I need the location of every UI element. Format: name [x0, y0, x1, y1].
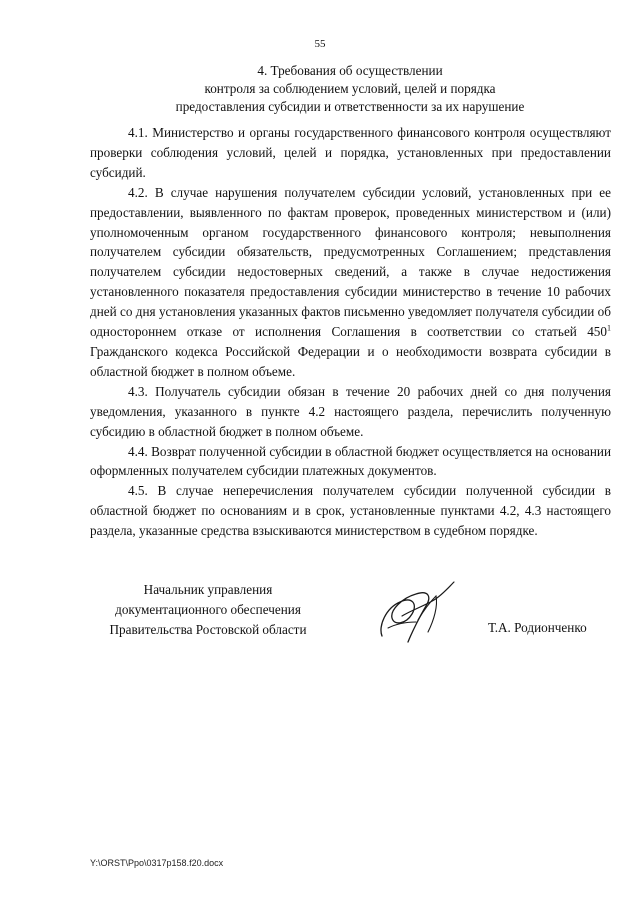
handwritten-signature [372, 576, 462, 650]
signatory-title-line-1: Начальник управления [143, 582, 273, 597]
signatory-title-line-3: Правительства Ростовской области [109, 622, 307, 637]
article-superscript: 1 [607, 323, 611, 333]
heading-line-2: контроля за соблюдением условий, целей и порядка [204, 81, 496, 96]
signatory-title [90, 580, 326, 640]
file-path-footer: Y:\ORST\Ppo\0317p158.f20.docx [90, 858, 224, 868]
paragraph-4-2-text-start: 4.2. В случае нарушения получателем субсидии условий, установленных при ее предоставлении, выявленного по фактам проверок, проведенных министерством и (или) уполномоченным органом государственного финансового контроля; невыполнения получателем субсидии обязательств, предусмотренных Соглашением; представления получателем субсидии недостоверных сведений, а также в случае недостижения установленного показателя предоставления субсидии министерство в течение 10 рабочих дней со дня установления указанных фактов письменно уведомляет получателя субсидии об одностороннем отказе от исполнения Соглашения в соответствии со статьей 450 [90, 184, 611, 340]
paragraph-4-3: 4.3. Получатель субсидии обязан в течение 20 рабочих дней со дня получения уведомления, указанного в пункте 4.2 настоящего раздела, перечислить полученную субсидию в областной бюджет в полном объеме. [90, 383, 611, 439]
heading-line-3: предоставления субсидии и ответственности за их нарушение [175, 99, 525, 114]
page-number: 55 [314, 38, 326, 50]
signature-block [0, 576, 640, 656]
paragraph-4-2-text-end: Гражданского кодекса Российской Федерации и о необходимости возврата субсидии в областной бюджет в полном объеме. [90, 343, 611, 379]
signatory-title-line-2: документационного обеспечения [115, 602, 301, 617]
paragraph-4-2 [90, 183, 611, 382]
paragraph-4-4: 4.4. Возврат полученной субсидии в областной бюджет осуществляется на основании оформленных получателем субсидии платежных документов. [90, 443, 611, 479]
section-heading [90, 62, 610, 116]
signatory-name: Т.А. Родионченко [488, 620, 587, 635]
section-body [90, 123, 611, 541]
heading-line-1: 4. Требования об осуществлении [257, 63, 443, 78]
paragraph-4-5: 4.5. В случае неперечисления получателем субсидии полученной субсидии в областной бюджет по основаниям и в срок, установленные пунктами 4.2, 4.3 настоящего раздела, указанные средства взыскиваются министерством в судебном порядке. [90, 483, 611, 539]
paragraph-4-1: 4.1. Министерство и органы государственного финансового контроля осуществляют проверки соблюдения условий, целей и порядка, установленных при предоставлении субсидий. [90, 125, 611, 180]
